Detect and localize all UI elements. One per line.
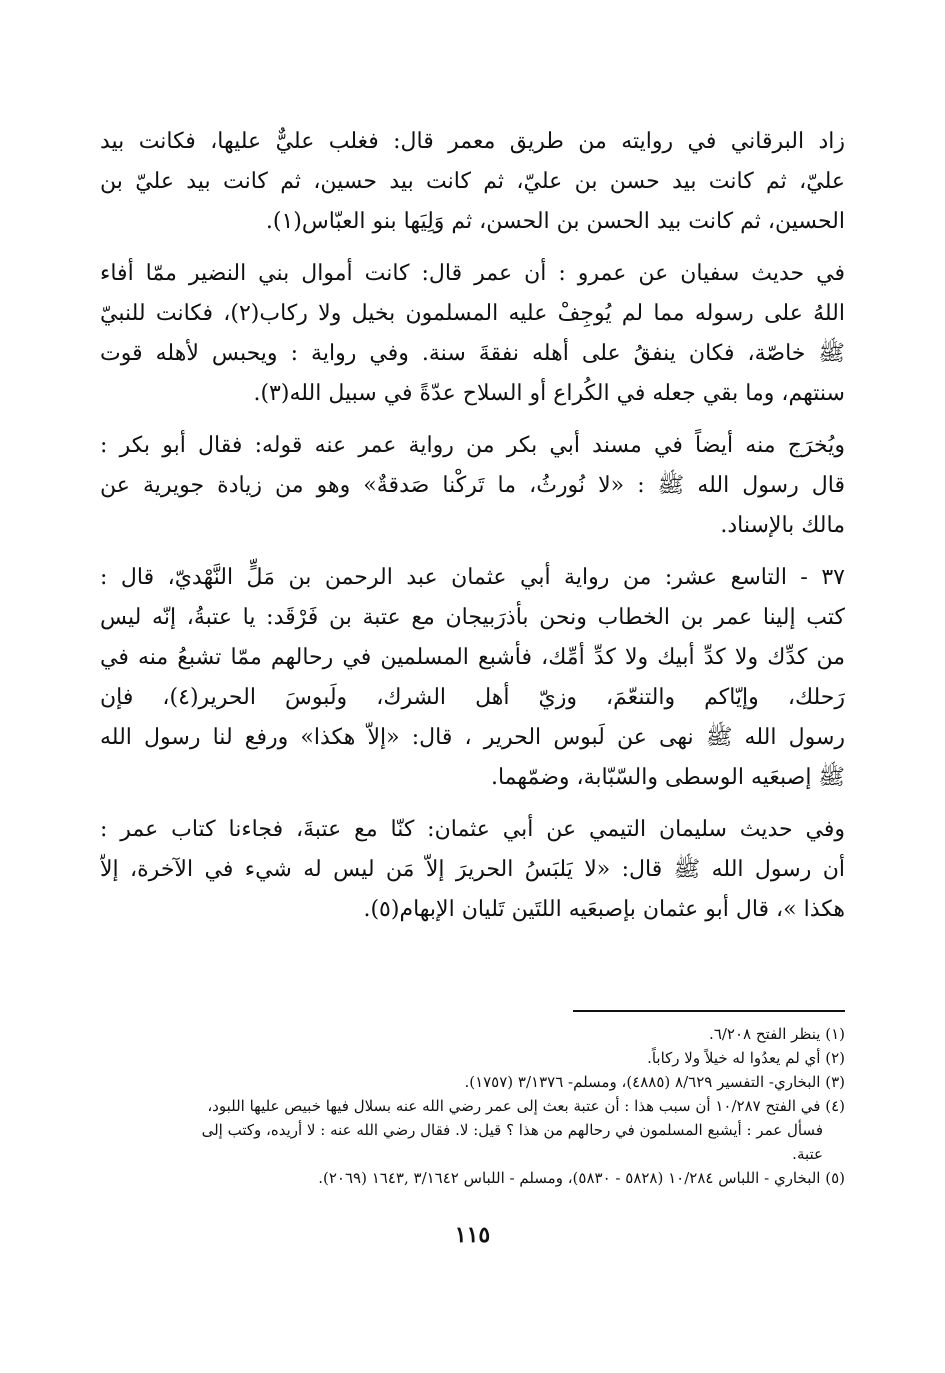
text-line: زاد البرقاني في روايته من طريق معمر قال: فغلب عليٌّ عليها، فكانت بيد <box>100 129 845 154</box>
paragraph-3 <box>100 426 845 546</box>
paragraph-2 <box>100 254 845 414</box>
text-line: ويُخرَج منه أيضاً في مسند أبي بكر من رواية عمر عنه قوله: فقال أبو بكر : <box>100 433 845 458</box>
text-line: أن رسول الله ﷺ قال: «لا يَلبَسُ الحريرَ إلاّ مَن ليس له شيء في الآخرة، إلاّ <box>100 857 845 882</box>
footnote-separator <box>573 1010 845 1012</box>
text-line: قال رسول الله ﷺ : «لا نُورثُ، ما تَركْنا صَدقةٌ» وهو من زيادة جويرية عن <box>100 473 845 498</box>
footnote-1: (١) ينظر الفتح ٦/٢٠٨. <box>709 1025 845 1043</box>
paragraph-5 <box>100 810 845 930</box>
text-line: ٣٧ - التاسع عشر: من رواية أبي عثمان عبد الرحمن بن مَلٍّ النَّهْديّ، قال : <box>100 565 845 590</box>
footnotes <box>100 1022 845 1190</box>
paragraph-1 <box>100 122 845 242</box>
text-line: ﷺ خاصّة، فكان ينفقُ على أهله نفقةَ سنة. وفي رواية : ويحبس لأهله قوت <box>100 341 845 366</box>
main-text <box>100 122 845 942</box>
text-line: مالك بالإسناد. <box>720 513 845 538</box>
text-line: سنتهم، وما بقي جعله في الكُراع أو السلاح عدّةً في سبيل الله(٣). <box>253 381 845 406</box>
paragraph-4 <box>100 558 845 798</box>
footnote-2: (٢) أي لم يعدُوا له خيلاً ولا ركاباً. <box>647 1049 845 1067</box>
text-line: رسول الله ﷺ نهى عن لَبوس الحرير ، قال: «إلاّ هكذا» ورفع لنا رسول الله <box>100 725 845 750</box>
text-line: اللهُ على رسوله مما لم يُوجِفْ عليه المسلمون بخيل ولا ركاب(٢)، فكانت للنبيّ <box>100 301 845 326</box>
text-line: في حديث سفيان عن عمرو : أن عمر قال: كانت أموال بني النضير ممّا أفاء <box>100 261 845 286</box>
footnote-4-continued: عتبة. <box>792 1145 823 1163</box>
footnote-4-continued: فسأل عمر : أيشبع المسلمون في رحالهم من هذا ؟ قيل: لا. فقال رضي الله عنه : لا أريده، وكتب إلى <box>201 1121 823 1139</box>
footnote-5: (٥) البخاري - اللباس ١٠/٢٨٤ (٥٨٢٨ - ٥٨٣٠)، ومسلم - اللباس ٣/١٦٤٢ ,١٦٤٣ (٢٠٦٩). <box>318 1169 845 1187</box>
text-line: ﷺ إصبعَيه الوسطى والسّبّابة، وضمّهما. <box>490 765 845 790</box>
footnote-3: (٣) البخاري- التفسير ٨/٦٢٩ (٤٨٨٥)، ومسلم- ٣/١٣٧٦ (١٧٥٧). <box>464 1073 845 1091</box>
text-line: من كدِّك ولا كدِّ أبيك ولا كدِّ أمِّك، فأشبع المسلمين في رحالهم ممّا تشبعُ منه في <box>100 645 845 670</box>
footnote-4: (٤) في الفتح ١٠/٢٨٧ أن سبب هذا : أن عتبة بعث إلى عمر رضي الله عنه بسلال فيها خبيص عليها اللبود، <box>207 1097 845 1115</box>
text-line: وفي حديث سليمان التيمي عن أبي عثمان: كنّا مع عتبةَ، فجاءنا كتاب عمر : <box>100 817 845 842</box>
page-number: ١١٥ <box>454 1222 491 1248</box>
text-line: الحسين، ثم كانت بيد الحسن بن الحسن، ثم وَلِيَها بنو العبّاس(١). <box>265 209 845 234</box>
text-line: عليّ، ثم كانت بيد حسن بن عليّ، ثم كانت بيد حسين، ثم كانت بيد عليّ بن <box>100 169 845 194</box>
text-line: كتب إلينا عمر بن الخطاب ونحن بأذرَبيجان مع عتبة بن فَرْقَد: يا عتبةُ، إنّه ليس <box>100 605 845 630</box>
text-line: هكذا »، قال أبو عثمان بإصبعَيه اللتَين تَليان الإبهام(٥). <box>363 897 845 922</box>
text-line: رَحلك، وإيّاكم والتنعّمَ، وزيّ أهل الشرك، ولَبوسَ الحرير(٤)، فإن <box>100 685 845 710</box>
